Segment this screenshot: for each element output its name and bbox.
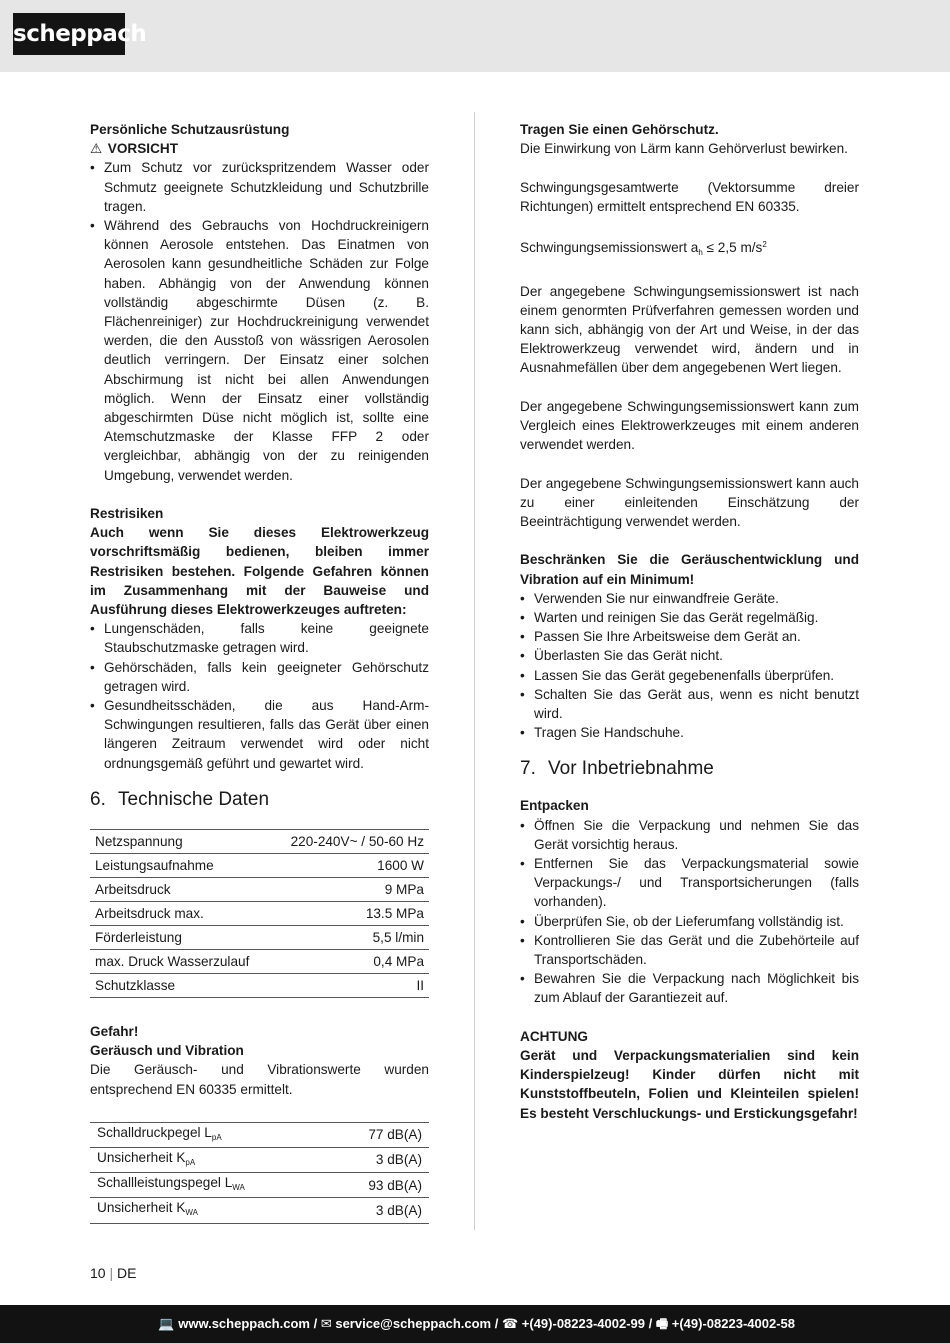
sound-table bbox=[90, 1122, 429, 1224]
vibration-paragraph: Der angegebene Schwingungsemissionswert kann auch zu einer einleitenden Einschätzung der Beeinträchtigung verwendet werden. bbox=[520, 475, 859, 529]
startup-number: 7. bbox=[520, 758, 536, 780]
sound-label: Schalldruckpegel $L_{pA}$ bbox=[90, 1122, 329, 1147]
danger-text: Die Geräusch- und Vibrationswerte wurden entsprechend EN 60335 ermittelt. bbox=[90, 1062, 429, 1097]
sound-label: Unsicherheit $K_{pA}$ bbox=[90, 1147, 329, 1172]
sound-value: 3 dB(A) bbox=[329, 1198, 429, 1223]
table-row bbox=[90, 973, 429, 997]
list-item: • Lungenschäden, falls keine geeignete Staubschutzmaske getragen wird. bbox=[90, 619, 429, 657]
startup-heading bbox=[520, 757, 859, 781]
limit-title: Beschränken Sie die Geräuschentwicklung und Vibration auf ein Minimum! bbox=[520, 552, 859, 587]
tech-value: 220-240V~ / 50-60 Hz bbox=[271, 829, 429, 853]
table-row bbox=[90, 853, 429, 877]
tech-value: 1600 W bbox=[271, 853, 429, 877]
vibration-paragraph: Der angegebene Schwingungsemissionswert ist nach einem genormten Prüfverfahren gemessen worden und kann sich, abhängig von der Art und Weise, in der das Elektrowerkzeug verwendet wird, ändern und in Ausnahmefällen über dem angegebenen Wert liegen. bbox=[520, 283, 859, 376]
tech-value: II bbox=[271, 973, 429, 997]
hearing-text: Die Einwirkung von Lärm kann Gehörverlust bewirken. bbox=[520, 141, 848, 157]
sound-label: Unsicherheit $K_{WA}$ bbox=[90, 1198, 329, 1223]
tech-label: Arbeitsdruck bbox=[90, 877, 271, 901]
table-row bbox=[90, 925, 429, 949]
caution-label: VORSICHT bbox=[107, 141, 179, 157]
ppe-list bbox=[90, 158, 429, 484]
list-item: • Überprüfen Sie, ob der Lieferumfang vollständig ist. bbox=[520, 912, 859, 931]
table-row bbox=[90, 1198, 429, 1223]
tech-label: Leistungsaufnahme bbox=[90, 853, 271, 877]
footer-phone: +(49)-08223-4002-99 bbox=[521, 1316, 646, 1331]
danger-subtitle: Geräusch und Vibration bbox=[90, 1043, 244, 1059]
unpack-title: Entpacken bbox=[520, 798, 589, 814]
list-item: • Tragen Sie Handschuhe. bbox=[520, 723, 859, 742]
tech-value: 5,5 l/min bbox=[271, 925, 429, 949]
tech-table bbox=[90, 829, 429, 998]
list-item: • Warten und reinigen Sie das Gerät regelmäßig. bbox=[520, 608, 859, 627]
table-row bbox=[90, 949, 429, 973]
footer-web[interactable]: www.scheppach.com bbox=[178, 1316, 310, 1331]
sound-value: 77 dB(A) bbox=[329, 1122, 429, 1147]
attention-text: Gerät und Verpackungsmaterialien sind kein Kinderspielzeug! Kinder dürfen nicht mit Kunststoffbeuteln, Folien und Kleinteilen spielen! Es besteht Verschluckungs- und Erstickungsgefahr! bbox=[520, 1048, 859, 1121]
list-item: • Verwenden Sie nur einwandfreie Geräte. bbox=[520, 589, 859, 608]
table-row bbox=[90, 1173, 429, 1198]
right-column bbox=[520, 120, 859, 1123]
computer-icon: 💻 bbox=[158, 1316, 175, 1331]
unpack-list bbox=[520, 816, 859, 1008]
list-item: • Gesundheitsschäden, die aus Hand-Arm- Schwingungen resultieren, falls das Gerät über einen längeren Zeitraum verwendet wird oder nicht ordnungsgemäß geführt und gewartet wird. bbox=[90, 696, 429, 773]
list-item: • Schalten Sie das Gerät aus, wenn es nicht benutzt wird. bbox=[520, 685, 859, 723]
tech-label: Schutzklasse bbox=[90, 973, 271, 997]
danger-title: Gefahr! bbox=[90, 1023, 139, 1039]
vibration-value: Schwingungsemissionswert $a_h \le 2,5$ $m/s^2$ bbox=[520, 240, 767, 258]
tech-label: Förderleistung bbox=[90, 925, 271, 949]
vibration-paragraph: Der angegebene Schwingungsemissionswert kann zum Vergleich eines Elektrowerkzeuges mit einem anderen verwendet werden. bbox=[520, 398, 859, 453]
list-item: • Während des Gebrauchs von Hochdruckreinigern können Aerosole entstehen. Das Einatmen von Aerosolen kann gesundheitliche Schäden zur Folge haben. Abhängig von der Anwendung können vollständig abgeschirmte Düsen (z. B. Flächenreiniger) zur Hochdruckreinigung verwendet werden, die den Ausstoß von wässrigen Aerosolen deutlich verringern. Der Einsatz einer solchen Abschirmung ist nicht bei allen Anwendungen möglich. Wenn der Einsatz einer vollständig abgeschirmten Düse nicht möglich ist, sollte eine Atemschutzmaske der Klasse FFP 2 oder vergleichbar, abhängig von der zu reinigenden Umgebung, verwendet werden. bbox=[90, 216, 429, 485]
ppe-title: Persönliche Schutzausrüstung bbox=[90, 122, 290, 137]
table-row bbox=[90, 1147, 429, 1172]
scheppach-logo: scheppach bbox=[13, 13, 125, 55]
fax-icon: 🖷 bbox=[655, 1316, 669, 1331]
footer-fax: +(49)-08223-4002-58 bbox=[671, 1316, 795, 1331]
list-item: • Bewahren Sie die Verpackung nach Möglichkeit bis zum Ablauf der Garantiezeit auf. bbox=[520, 969, 859, 1007]
list-item: • Entfernen Sie das Verpackungsmaterial sowie Verpackungs-/ und Transportsicherungen (falls vorhanden). bbox=[520, 854, 859, 912]
warning-triangle-icon: ⚠ bbox=[90, 141, 103, 157]
footer-bar: 💻 www.scheppach.com / ✉ service@scheppach.com / ☎ +(49)-08223-4002-99 / 🖷 +(49)-08223-4002-58 bbox=[0, 1305, 950, 1343]
tech-label: Arbeitsdruck max. bbox=[90, 901, 271, 925]
sound-label: Schallleistungspegel $L_{WA}$ bbox=[90, 1173, 329, 1198]
startup-title: Vor Inbetriebnahme bbox=[548, 758, 714, 780]
tech-value: 9 MPa bbox=[271, 877, 429, 901]
tech-heading bbox=[90, 788, 429, 812]
list-item: • Gehörschäden, falls kein geeigneter Gehörschutz getragen wird. bbox=[90, 658, 429, 696]
table-row bbox=[90, 829, 429, 853]
table-row bbox=[90, 901, 429, 925]
header-band bbox=[0, 0, 950, 72]
mail-icon: ✉ bbox=[320, 1316, 332, 1331]
table-row bbox=[90, 877, 429, 901]
risks-list bbox=[90, 619, 429, 773]
phone-icon: ☎ bbox=[501, 1316, 519, 1331]
column-divider bbox=[474, 112, 475, 1230]
tech-label: max. Druck Wasserzulauf bbox=[90, 949, 271, 973]
list-item: • Öffnen Sie die Verpackung und nehmen Sie das Gerät vorsichtig heraus. bbox=[520, 816, 859, 854]
list-item: • Kontrollieren Sie das Gerät und die Zubehörteile auf Transportschäden. bbox=[520, 931, 859, 969]
list-item: • Lassen Sie das Gerät gegebenenfalls überprüfen. bbox=[520, 666, 859, 685]
tech-value: 0,4 MPa bbox=[271, 949, 429, 973]
tech-number: 6. bbox=[90, 788, 106, 810]
table-row bbox=[90, 1122, 429, 1147]
attention-title: ACHTUNG bbox=[520, 1028, 588, 1044]
list-item: • Zum Schutz vor zurückspritzendem Wasser oder Schmutz geeignete Schutzkleidung und Schutzbrille tragen. bbox=[90, 158, 429, 216]
tech-label: Netzspannung bbox=[90, 829, 271, 853]
sound-value: 3 dB(A) bbox=[329, 1147, 429, 1172]
caution-line bbox=[90, 139, 429, 158]
list-item: • Passen Sie Ihre Arbeitsweise dem Gerät an. bbox=[520, 627, 859, 646]
left-column bbox=[90, 120, 429, 1224]
limit-list bbox=[520, 589, 859, 743]
sound-value: 93 dB(A) bbox=[329, 1173, 429, 1198]
vibration-total: Schwingungsgesamtwerte (Vektorsumme dreier Richtungen) ermittelt entsprechend EN 60335. bbox=[520, 179, 859, 214]
tech-title: Technische Daten bbox=[118, 788, 270, 810]
footer-email[interactable]: service@scheppach.com bbox=[335, 1316, 492, 1331]
risks-intro: Auch wenn Sie dieses Elektrowerkzeug vorschriftsmäßig bedienen, bleiben immer Restrisiken bestehen. Folgende Gefahren können im Zusammenhang mit der Bauweise und Ausführung dieses Elektrowerkzeuges auftreten: bbox=[90, 525, 429, 618]
risks-title: Restrisiken bbox=[90, 506, 164, 522]
page-number: 10 | DE bbox=[90, 1265, 137, 1281]
tech-value: 13.5 MPa bbox=[271, 901, 429, 925]
list-item: • Überlasten Sie das Gerät nicht. bbox=[520, 646, 859, 665]
hearing-title: Tragen Sie einen Gehörschutz. bbox=[520, 122, 719, 137]
